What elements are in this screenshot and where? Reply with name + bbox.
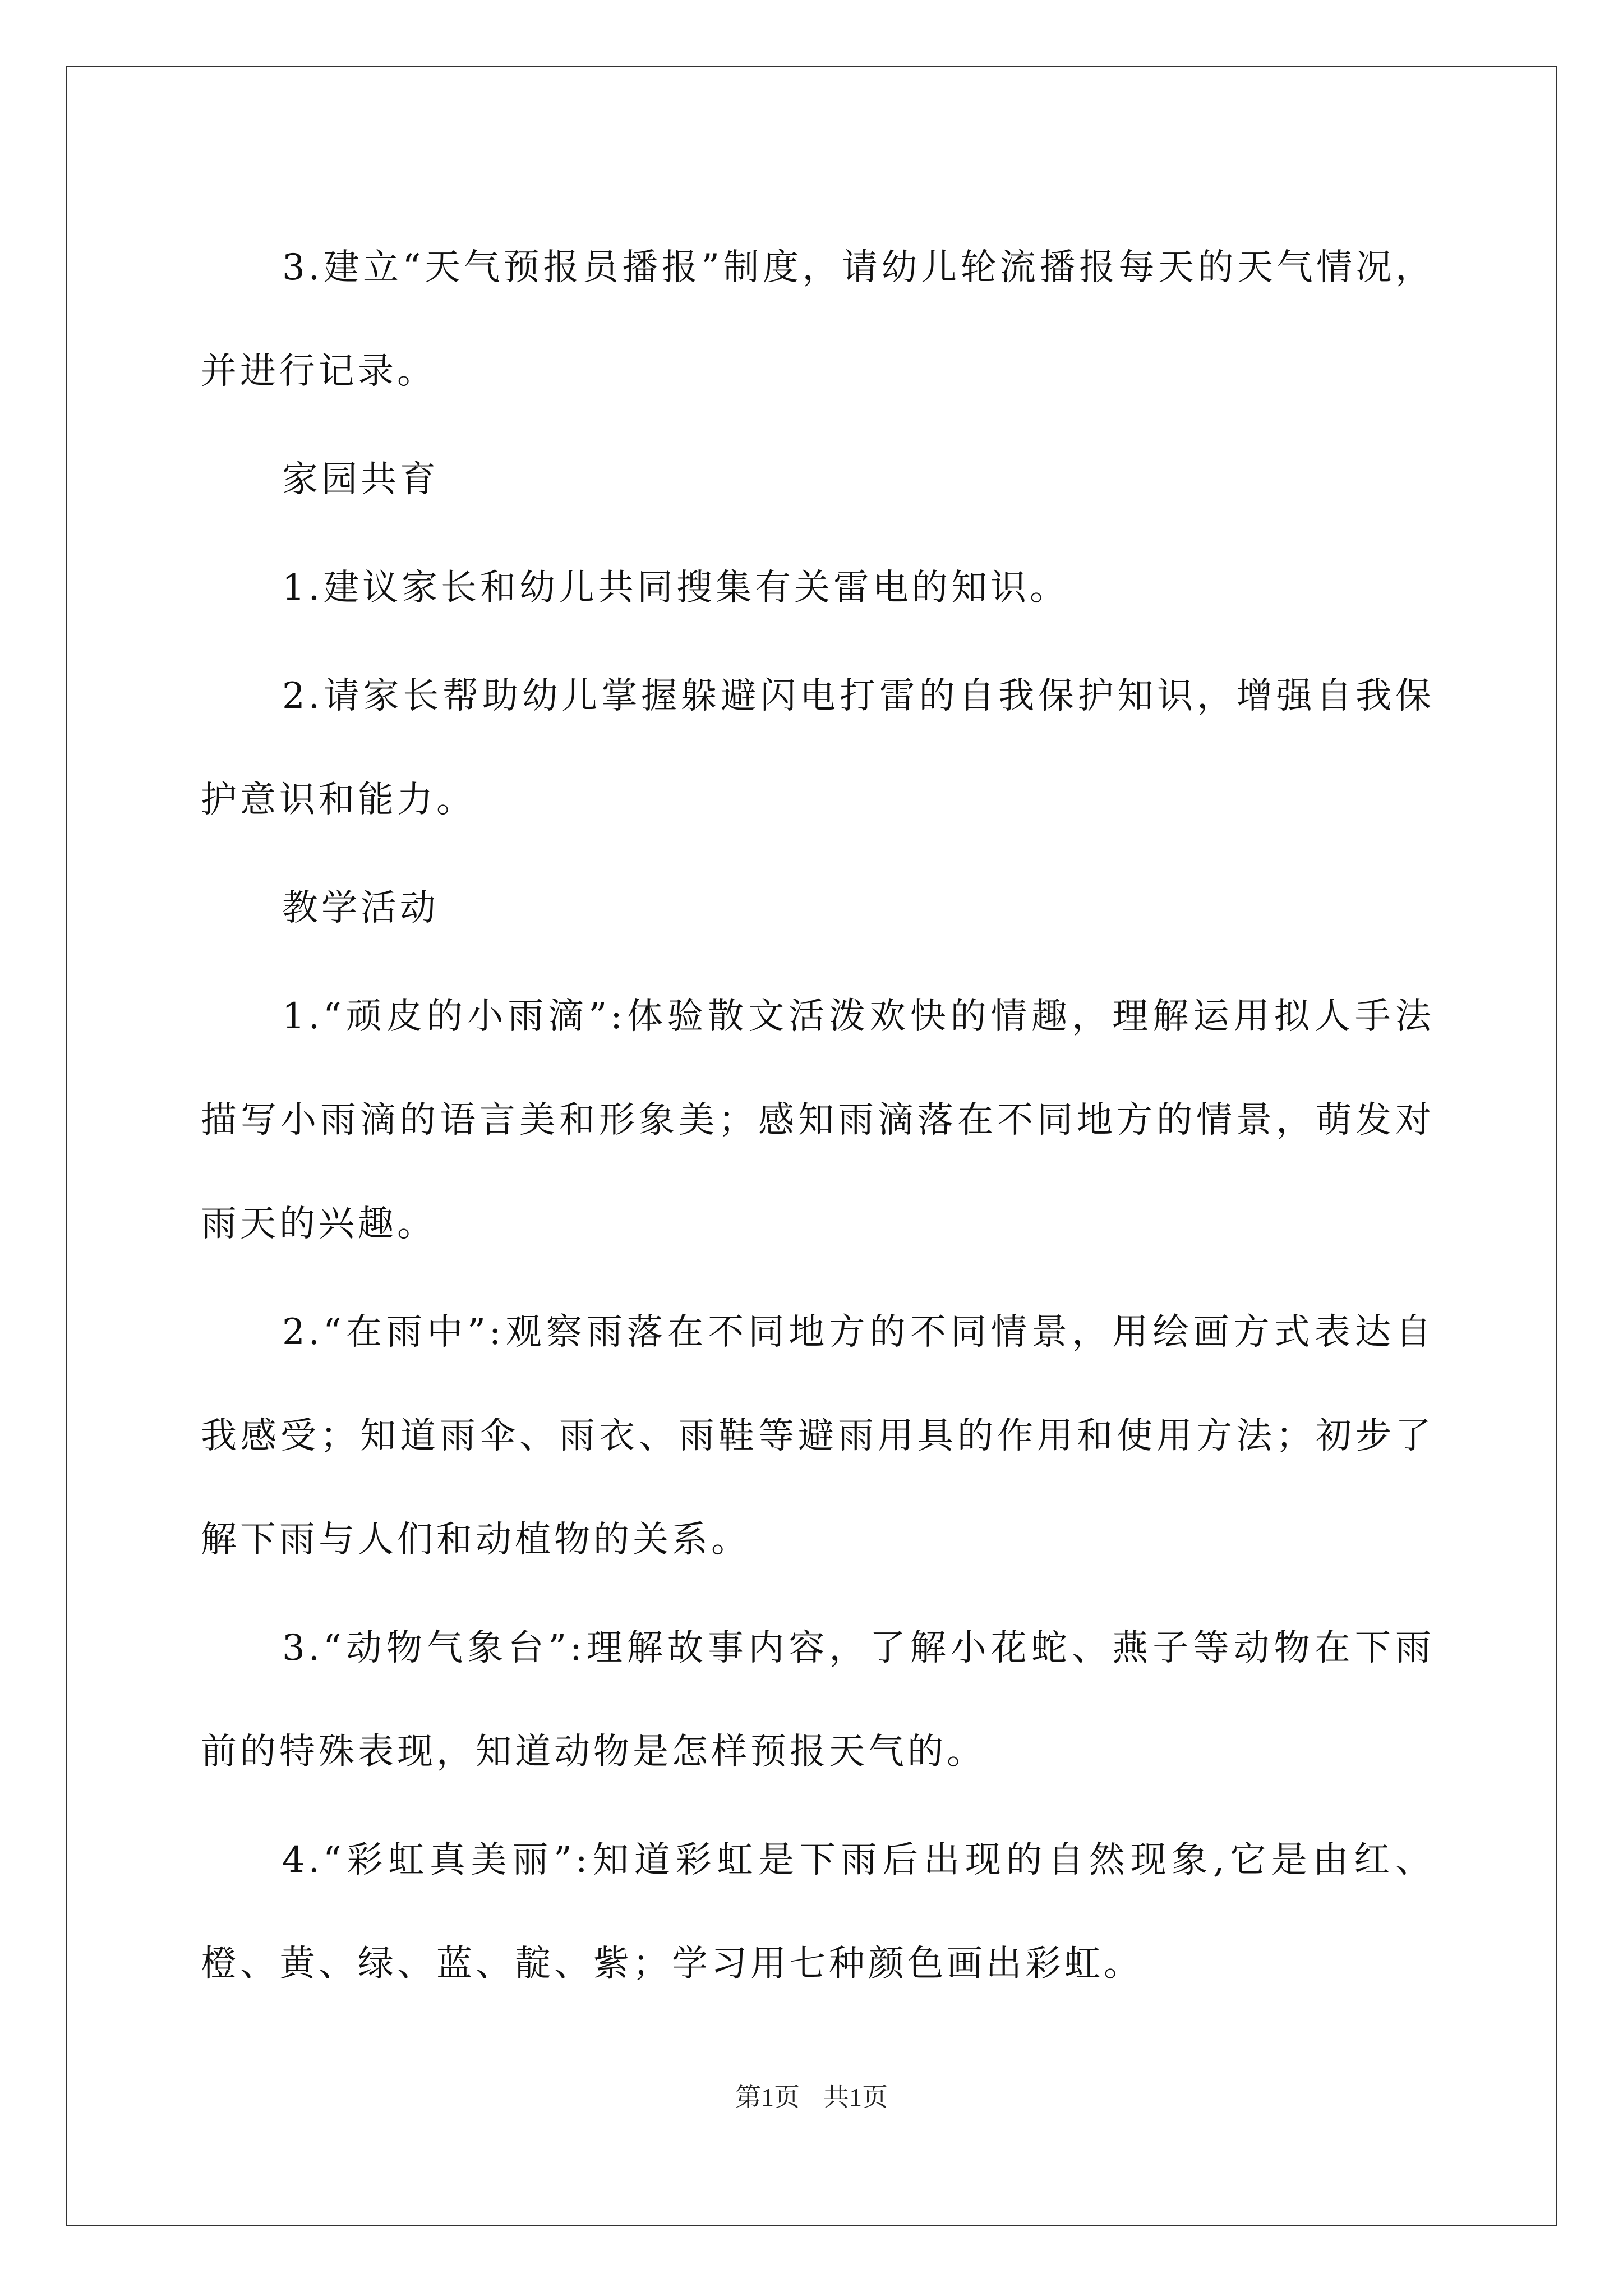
paragraph-self-protection: 2.请家长帮助幼儿掌握躲避闪电打雷的自我保护知识，增强自我保护意识和能力。 bbox=[201, 675, 1435, 821]
paragraph-weather-broadcast: 3.建立“天气预报员播报”制度，请幼儿轮流播报每天的天气情况，并进行记录。 bbox=[201, 247, 1435, 392]
page-number-total: 共1页 bbox=[823, 2083, 888, 2111]
page-footer bbox=[0, 2077, 1623, 2114]
heading-home-school: 家园共育 bbox=[282, 459, 439, 500]
paragraph-activity-in-rain: 2.“在雨中”:观察雨落在不同地方的不同情景，用绘画方式表达自我感受；知道雨伞、雨衣、雨鞋等避雨用具的作用和使用方法；初步了解下雨与人们和动植物的关系。 bbox=[201, 1312, 1435, 1561]
paragraph-activity-raindrop: 1.“顽皮的小雨滴”:体验散文活泼欢快的情趣，理解运用拟人手法描写小雨滴的语言美和形象美；感知雨滴落在不同地方的情景，萌发对雨天的兴趣。 bbox=[201, 996, 1435, 1245]
document-body bbox=[201, 216, 1435, 2021]
paragraph-activity-weather-station: 3.“动物气象台”:理解故事内容，了解小花蛇、燕子等动物在下雨前的特殊表现，知道动物是怎样预报天气的。 bbox=[201, 1627, 1435, 1773]
page-number-current: 第1页 bbox=[735, 2083, 800, 2111]
paragraph-thunder-knowledge: 1.建议家长和幼儿共同搜集有关雷电的知识。 bbox=[282, 567, 1069, 609]
paragraph-activity-rainbow: 4.“彩虹真美丽”:知道彩虹是下雨后出现的自然现象,它是由红、橙、黄、绿、蓝、靛、紫；学习用七种颜色画出彩虹。 bbox=[201, 1839, 1435, 1985]
heading-teaching-activities: 教学活动 bbox=[282, 887, 439, 929]
